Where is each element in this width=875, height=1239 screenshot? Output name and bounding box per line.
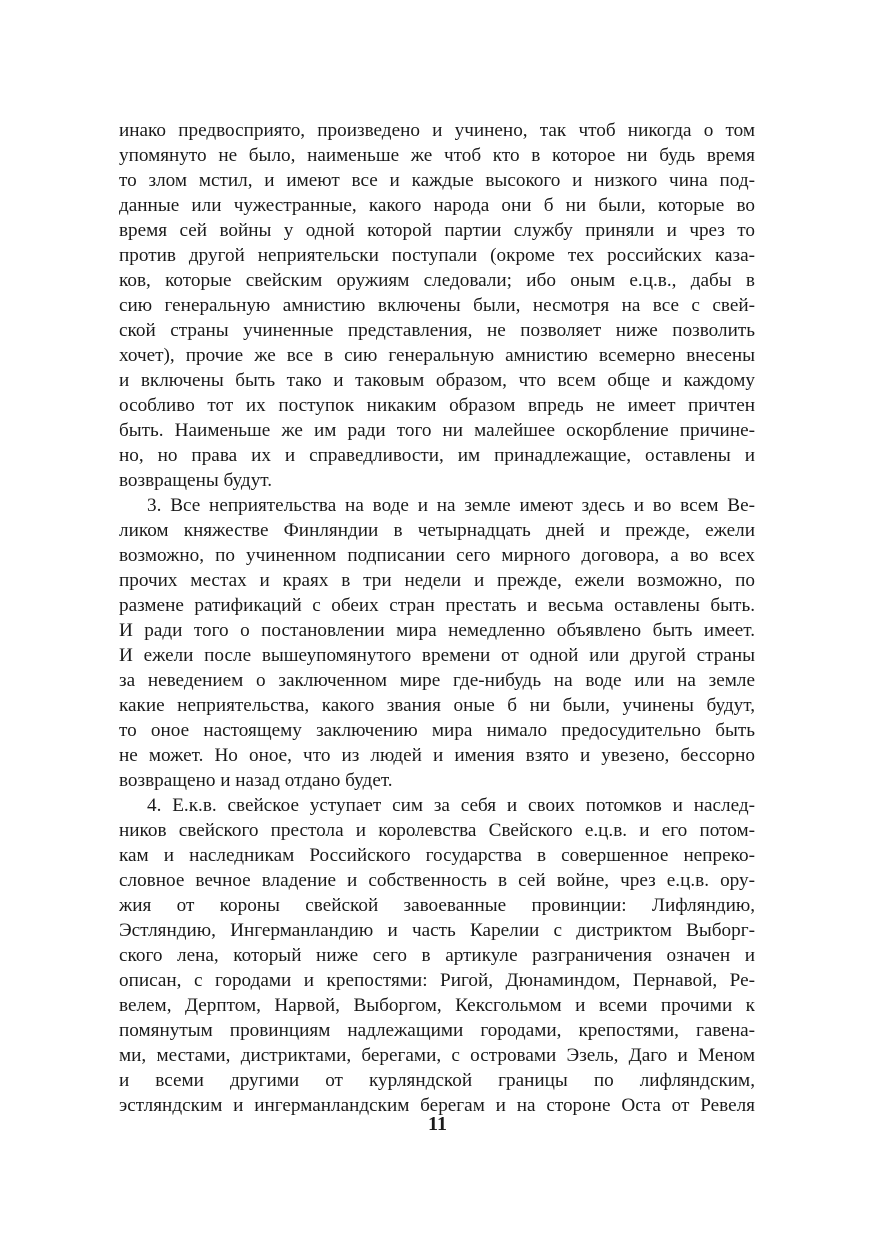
text-line: какие неприятельства, какого звания оные б ни были, учинены будут, xyxy=(119,695,755,716)
text-line: данные или чужестранные, какого народа они б ни были, которые во xyxy=(119,195,755,216)
text-line: словное вечное владение и собственность в сей войне, чрез е.ц.в. ору- xyxy=(119,870,755,891)
text-line: возвращено и назад отдано будет. xyxy=(119,770,393,791)
paragraph-article-3 xyxy=(119,493,755,793)
text-line: упомянуто не было, наименьше же чтоб кто в которое ни будь время xyxy=(119,145,755,166)
text-line: и включены быть тако и таковым образом, что всем обще и каждому xyxy=(119,370,755,391)
paragraph-article-4 xyxy=(119,793,755,1118)
text-line: помянутым провинциям надлежащими городами, крепостями, гавена- xyxy=(119,1020,755,1041)
text-line: то оное настоящему заключению мира нимало предосудительно быть xyxy=(119,720,755,741)
text-line: И ради того о постановлении мира немедленно объявлено быть имеет. xyxy=(119,620,755,641)
text-line: за неведением о заключенном мире где-нибудь на воде или на земле xyxy=(119,670,755,691)
text-line: инако предвосприято, произведено и учинено, так чтоб никогда о том xyxy=(119,120,755,141)
text-line: размене ратификаций с обеих стран престать и весьма оставлены быть. xyxy=(119,595,755,616)
text-line: ми, местами, дистриктами, берегами, с островами Эзель, Даго и Меном xyxy=(119,1045,755,1066)
text-line: жия от короны свейской завоеванные провинции: Лифляндию, xyxy=(119,895,755,916)
text-line: И ежели после вышеупомянутого времени от одной или другой страны xyxy=(119,645,755,666)
text-line: против другой неприятельски поступали (окроме тех российских каза- xyxy=(119,245,755,266)
text-line: ников свейского престола и королевства Свейского е.ц.в. и его потом- xyxy=(119,820,755,841)
text-line: возвращены будут. xyxy=(119,470,273,491)
text-line: 3. Все неприятельства на воде и на земле имеют здесь и во всем Ве- xyxy=(147,495,755,516)
text-line: кам и наследникам Российского государства в совершенное непреко- xyxy=(119,845,755,866)
text-line: возможно, по учиненном подписании сего мирного договора, а во всех xyxy=(119,545,755,566)
text-line: время сей войны у одной которой партии службу приняли и чрез то xyxy=(119,220,755,241)
text-line: хочет), прочие же все в сию генеральную амнистию всемерно внесены xyxy=(119,345,755,366)
body-text xyxy=(119,118,755,1118)
text-line: прочих местах и краях в три недели и прежде, ежели возможно, по xyxy=(119,570,755,591)
text-line: велем, Дерптом, Нарвой, Выборгом, Кексгольмом и всеми прочими к xyxy=(119,995,755,1016)
text-line: описан, с городами и крепостями: Ригой, Дюнаминдом, Пернавой, Ре- xyxy=(119,970,755,991)
text-line: ков, которые свейским оружиям следовали; ибо оным е.ц.в., дабы в xyxy=(119,270,755,291)
text-line: особливо тот их поступок никаким образом впредь не имеет причтен xyxy=(119,395,755,416)
text-line: то злом мстил, и имеют все и каждые высокого и низкого чина под- xyxy=(119,170,755,191)
text-line: Эстляндию, Ингерманландию и часть Карелии с дистриктом Выборг- xyxy=(119,920,755,941)
text-line: ского лена, который ниже сего в артикуле разграничения означен и xyxy=(119,945,755,966)
text-line: эстляндским и ингерманландским берегам и на стороне Оста от Ревеля xyxy=(119,1095,755,1116)
text-line: ликом княжестве Финляндии в четырнадцать дней и прежде, ежели xyxy=(119,520,755,541)
paragraph-amnesty xyxy=(119,118,755,493)
text-line: быть. Наименьше же им ради того ни малейшее оскорбление причине- xyxy=(119,420,755,441)
text-line: 4. Е.к.в. свейское уступает сим за себя и своих потомков и наслед- xyxy=(147,795,755,816)
text-line: и всеми другими от курляндской границы по лифляндским, xyxy=(119,1070,755,1091)
text-line: но, но права их и справедливости, им принадлежащие, оставлены и xyxy=(119,445,755,466)
page-number: 11 xyxy=(428,1113,447,1135)
text-line: не может. Но оное, что из людей и имения взято и увезено, бессорно xyxy=(119,745,755,766)
text-line: ской страны учиненные представления, не позволяет ниже позволить xyxy=(119,320,755,341)
text-line: сию генеральную амнистию включены были, несмотря на все с свей- xyxy=(119,295,755,316)
